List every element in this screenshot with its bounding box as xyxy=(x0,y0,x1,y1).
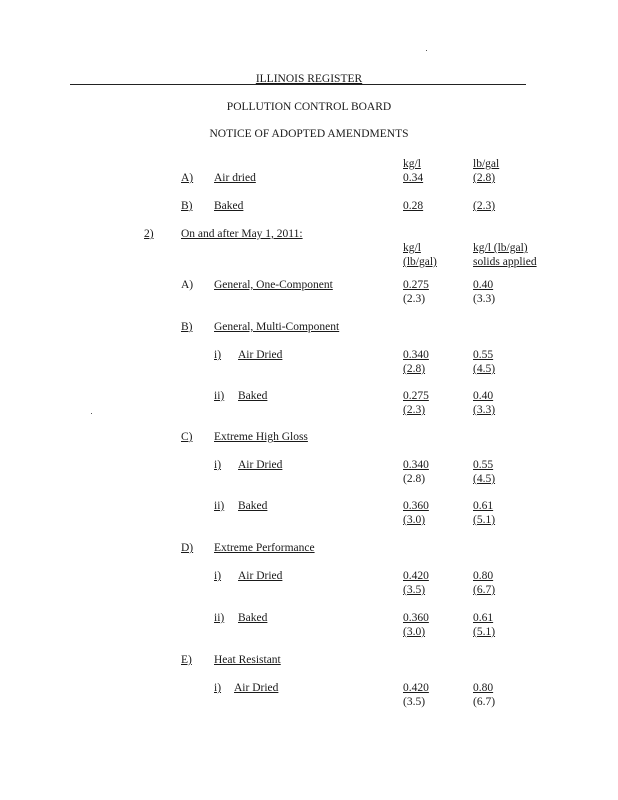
subitem-name: Baked xyxy=(238,612,268,624)
register-title: ILLINOIS REGISTER xyxy=(255,73,363,85)
header-rule xyxy=(70,84,526,85)
subitem-label: i) xyxy=(214,682,222,694)
col2-unit: kg/l (lb/gal) xyxy=(473,242,528,254)
item-value-metric: 0.275 xyxy=(403,390,429,402)
subitem-label: i) xyxy=(214,570,222,582)
item-value-solids: 0.40 xyxy=(473,279,494,291)
item-name: Extreme High Gloss xyxy=(214,431,308,443)
col1-unit-english: (lb/gal) xyxy=(403,256,437,268)
item-value-metric: 0.34 xyxy=(403,172,424,184)
section-number: 2) xyxy=(144,228,154,240)
item-value-metric-english: (2.3) xyxy=(403,293,426,305)
item-value-english: (2.8) xyxy=(473,172,496,184)
item-value-metric: 0.340 xyxy=(403,349,429,361)
item-value-metric-english: (3.0) xyxy=(403,626,426,638)
item-value-metric: 0.360 xyxy=(403,500,429,512)
item-label: E) xyxy=(181,654,192,666)
item-value-metric-english: (3.5) xyxy=(403,584,426,596)
item-label: D) xyxy=(181,542,194,554)
subitem-name: Baked xyxy=(238,390,268,402)
item-value-metric-english: (3.0) xyxy=(403,514,426,526)
item-value-english: (2.3) xyxy=(473,200,496,212)
subitem-label: ii) xyxy=(214,612,225,624)
col1-unit: kg/l xyxy=(403,242,421,254)
item-value-solids: 0.40 xyxy=(473,390,494,402)
subitem-name: Air Dried xyxy=(234,682,279,694)
item-value-solids: 0.61 xyxy=(473,500,494,512)
item-value-solids: 0.80 xyxy=(473,570,494,582)
item-value-solids-english: (3.3) xyxy=(473,293,496,305)
item-value-metric-english: (2.3) xyxy=(403,404,426,416)
notice-title: NOTICE OF ADOPTED AMENDMENTS xyxy=(209,128,409,140)
item-value-metric: 0.340 xyxy=(403,459,429,471)
item-value-solids-english: (5.1) xyxy=(473,626,496,638)
item-name: General, One-Component xyxy=(214,279,333,291)
item-value-solids: 0.61 xyxy=(473,612,494,624)
item-value-metric: 0.360 xyxy=(403,612,429,624)
item-name: Extreme Performance xyxy=(214,542,315,554)
subitem-name: Air Dried xyxy=(238,570,283,582)
scan-speck xyxy=(426,50,427,51)
item-value-solids: 0.55 xyxy=(473,459,494,471)
item-name: Heat Resistant xyxy=(214,654,281,666)
item-value-solids-english: (4.5) xyxy=(473,473,496,485)
item-value-metric: 0.420 xyxy=(403,682,429,694)
col2-unit: lb/gal xyxy=(473,158,500,170)
item-value-metric: 0.28 xyxy=(403,200,424,212)
item-label: A) xyxy=(181,279,194,291)
subitem-name: Baked xyxy=(238,500,268,512)
scan-speck xyxy=(91,413,92,414)
subitem-label: i) xyxy=(214,349,222,361)
subitem-label: ii) xyxy=(214,500,225,512)
item-value-solids-english: (6.7) xyxy=(473,584,496,596)
item-value-metric-english: (3.5) xyxy=(403,696,426,708)
item-value-solids-english: (6.7) xyxy=(473,696,496,708)
item-label: A) xyxy=(181,172,194,184)
item-label: C) xyxy=(181,431,193,443)
item-value-solids-english: (5.1) xyxy=(473,514,496,526)
item-value-solids-english: (3.3) xyxy=(473,404,496,416)
section-title: On and after May 1, 2011: xyxy=(181,228,303,240)
subitem-name: Air Dried xyxy=(238,459,283,471)
item-value-metric: 0.275 xyxy=(403,279,429,291)
subitem-label: ii) xyxy=(214,390,225,402)
item-name: General, Multi-Component xyxy=(214,321,340,333)
item-value-metric-english: (2.8) xyxy=(403,363,426,375)
item-label: B) xyxy=(181,321,193,333)
item-name: Air dried xyxy=(214,172,256,184)
item-label: B) xyxy=(181,200,193,212)
board-title: POLLUTION CONTROL BOARD xyxy=(226,101,392,113)
item-value-metric: 0.420 xyxy=(403,570,429,582)
item-value-solids-english: (4.5) xyxy=(473,363,496,375)
item-value-solids: 0.80 xyxy=(473,682,494,694)
subitem-name: Air Dried xyxy=(238,349,283,361)
col2-unit-basis: solids applied xyxy=(473,256,537,268)
item-name: Baked xyxy=(214,200,244,212)
col1-unit: kg/l xyxy=(403,158,421,170)
subitem-label: i) xyxy=(214,459,222,471)
item-value-solids: 0.55 xyxy=(473,349,494,361)
item-value-metric-english: (2.8) xyxy=(403,473,426,485)
